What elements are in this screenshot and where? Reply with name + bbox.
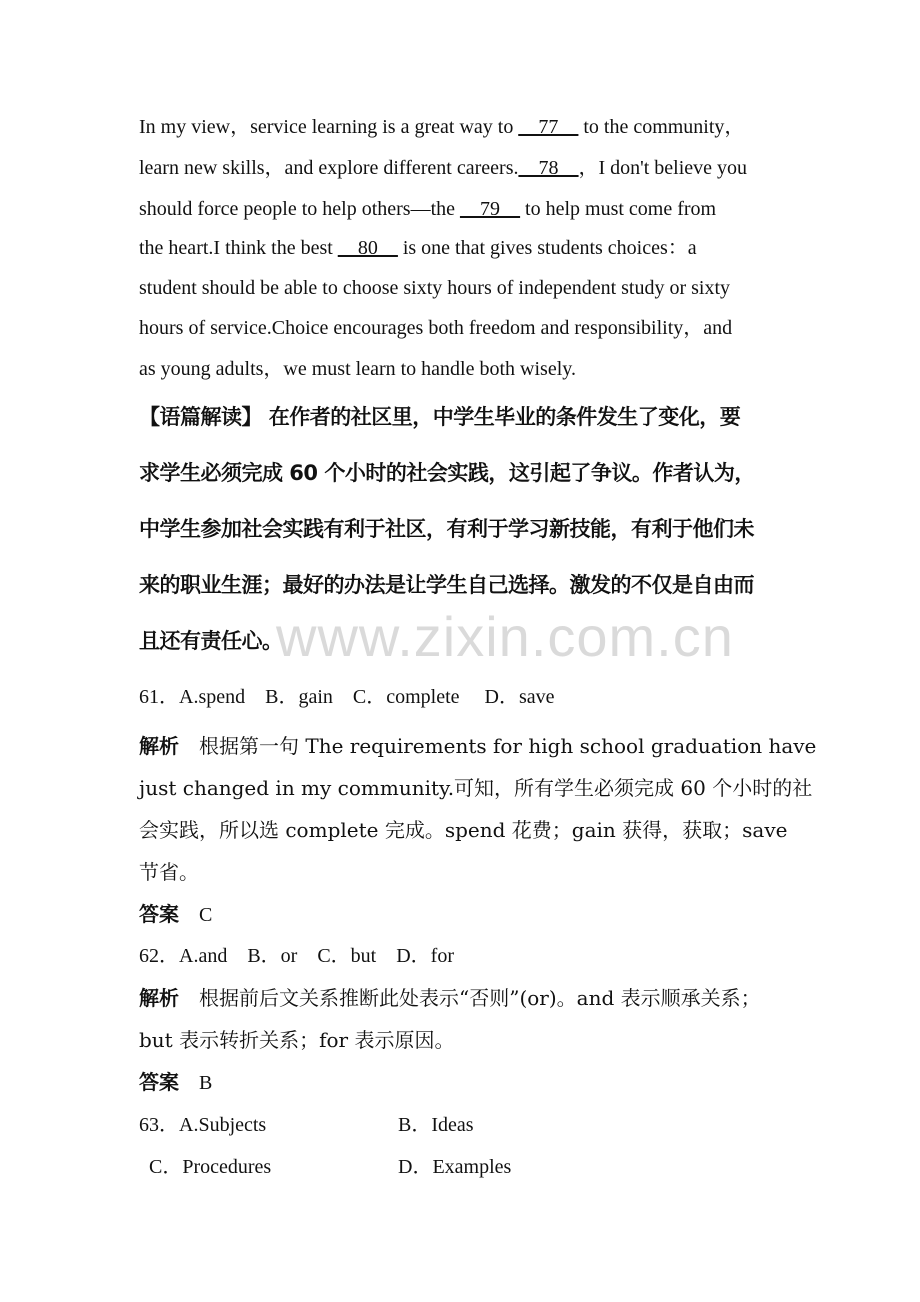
passage-line-2 xyxy=(139,156,747,180)
question-63-option-b: B．Ideas xyxy=(398,1114,474,1136)
analysis-label: 解析 xyxy=(139,986,179,1010)
passage-line-4 xyxy=(139,236,697,260)
text: 根据前后文关系推断此处表示“否则”(or)。and 表示顺承关系； xyxy=(179,986,761,1010)
passage-line-5: student should be able to choose sixty hours of independent study or sixty xyxy=(139,277,731,299)
answer-label: 答案 xyxy=(139,1070,179,1094)
text: learn new skills，and explore different careers. xyxy=(139,157,519,179)
blank-79: __79__ xyxy=(460,198,521,220)
q61-analysis-line-2: just changed in my community.可知，所有学生必须完成 60 个小时的社 xyxy=(139,776,813,800)
analysis-label: 解析 xyxy=(139,734,179,758)
passage-line-1 xyxy=(139,115,744,139)
reading-note-line-3: 中学生参加社会实践有利于社区，有利于学习新技能，有利于他们未 xyxy=(139,517,754,541)
reading-note-line-4: 来的职业生涯；最好的办法是让学生自己选择。激发的不仅是自由而 xyxy=(139,573,754,597)
q61-analysis-line-4: 节省。 xyxy=(139,860,199,884)
q61-analysis-line-3: 会实践，所以选 complete 完成。spend 花费；gain 获得，获取；save xyxy=(139,818,788,842)
passage-line-3 xyxy=(139,197,716,221)
text: to the community， xyxy=(578,116,745,138)
text: is one that gives students choices：a xyxy=(397,237,697,259)
blank-78: __78__ xyxy=(518,157,579,179)
reading-note-line-1 xyxy=(139,404,740,430)
answer-value: C xyxy=(179,904,213,926)
question-62: 62．A.and B．or C．but D．for xyxy=(139,945,454,967)
answer-value: B xyxy=(179,1072,213,1094)
text: ，I don't believe you xyxy=(578,157,748,179)
blank-80: __80__ xyxy=(337,237,398,259)
reading-note-line-2: 求学生必须完成 60 个小时的社会实践，这引起了争议。作者认为， xyxy=(139,461,755,485)
q62-answer xyxy=(139,1070,212,1095)
text: should force people to help others—the xyxy=(139,198,461,220)
reading-note-line-5: 且还有责任心。 xyxy=(139,629,283,653)
blank-77: __77__ xyxy=(518,116,579,138)
passage-line-7: as young adults，we must learn to handle both wisely. xyxy=(139,358,576,380)
text: In my view，service learning is a great way to xyxy=(139,116,519,138)
question-63-option-d: D．Examples xyxy=(398,1156,512,1178)
reading-note-label: 【语篇解读】 xyxy=(139,405,262,429)
watermark: www.zixin.com.cn xyxy=(276,605,734,668)
answer-label: 答案 xyxy=(139,902,179,926)
q62-analysis-line-1 xyxy=(139,986,761,1011)
text: 在作者的社区里，中学生毕业的条件发生了变化，要 xyxy=(262,405,741,429)
question-63-option-a: 63．A.Subjects xyxy=(139,1114,267,1136)
text: to help must come from xyxy=(520,198,717,220)
text: the heart.I think the best xyxy=(139,237,338,259)
question-61: 61．A.spend B．gain C．complete D．save xyxy=(139,686,555,708)
question-63-option-c: C．Procedures xyxy=(149,1156,272,1178)
q61-analysis-line-1 xyxy=(139,734,816,759)
text: 根据第一句 The requirements for high school graduation have xyxy=(179,734,817,758)
passage-line-6: hours of service.Choice encourages both freedom and responsibility，and xyxy=(139,317,733,339)
q62-analysis-line-2: but 表示转折关系；for 表示原因。 xyxy=(139,1028,455,1052)
q61-answer xyxy=(139,902,212,927)
